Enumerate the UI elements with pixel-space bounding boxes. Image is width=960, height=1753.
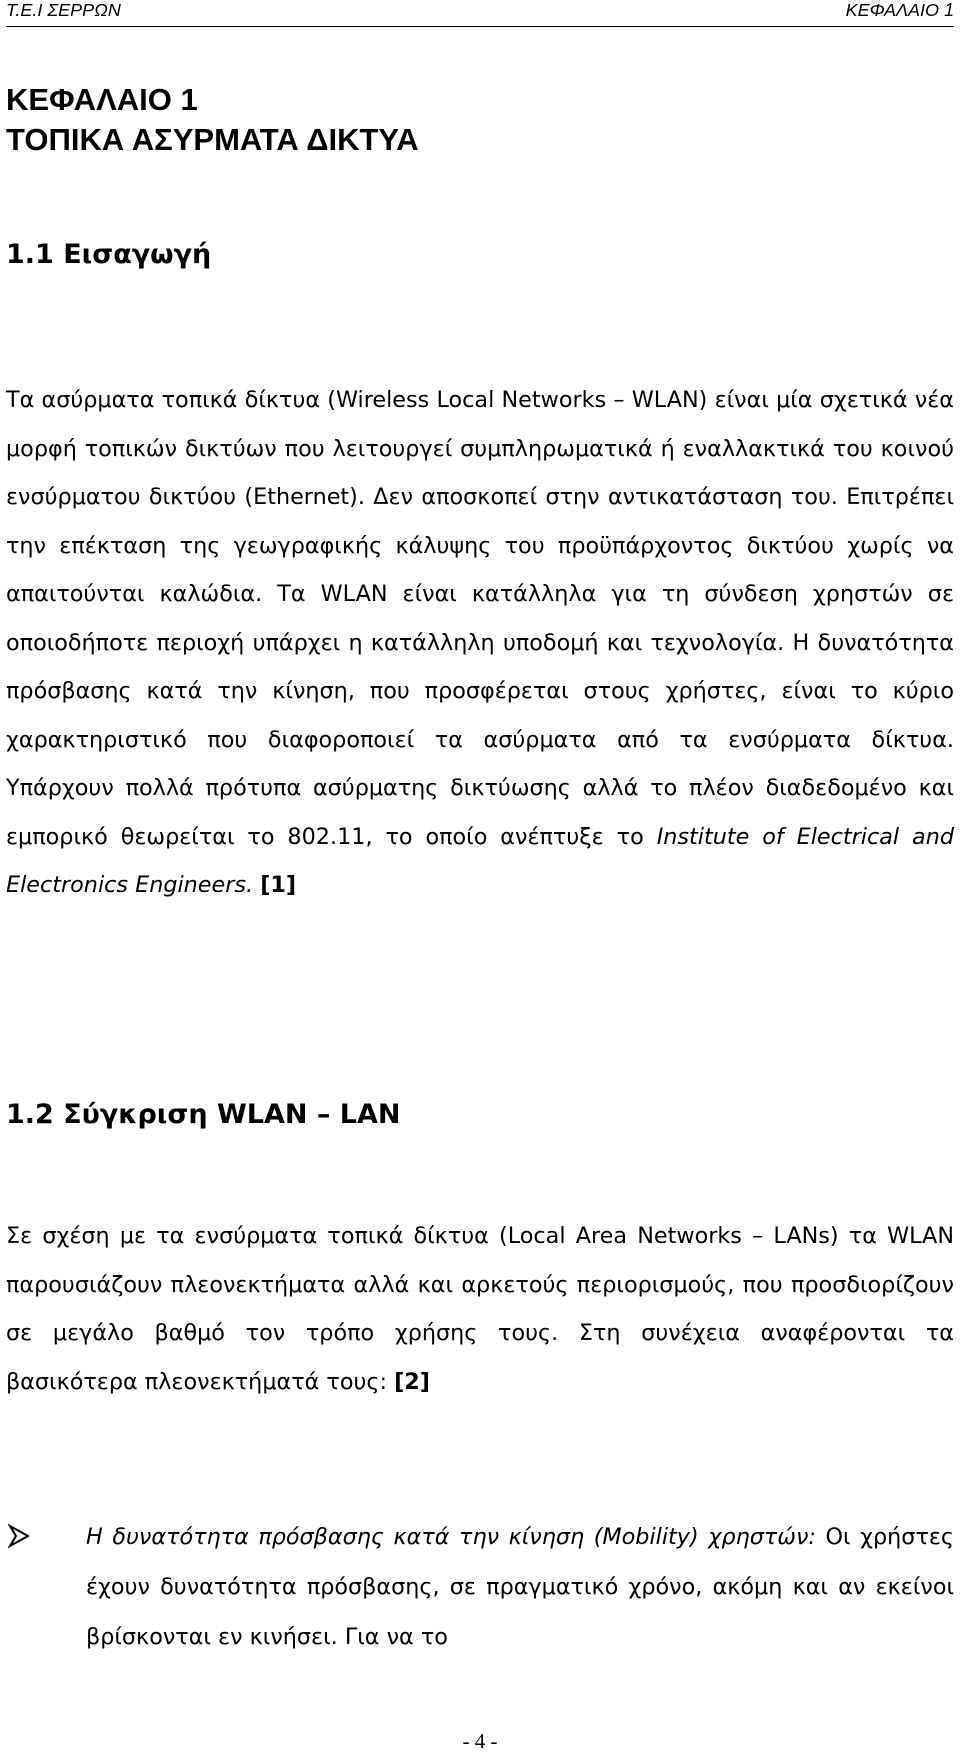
- section-2-paragraph: [6, 1212, 954, 1406]
- arrow-bullet-icon: [8, 1524, 30, 1548]
- section-2-title: 1.2 Σύγκριση WLAN – LAN: [6, 1099, 401, 1130]
- page-header: [6, 0, 954, 27]
- bullet-text: Οι χρήστες έχουν δυνατότητα πρόσβασης, σε πραγματικό χρόνο, ακόμη και αν εκείνοι βρίσκονται εν κινήσει. Για να το: [86, 1524, 955, 1650]
- reference-1: [1]: [260, 872, 297, 898]
- header-institution: Τ.Ε.Ι ΣΕΡΡΩΝ: [6, 0, 121, 20]
- chapter-title: ΤΟΠΙΚΑ ΑΣΥΡΜΑΤΑ ΔΙΚΤΥΑ: [6, 122, 419, 157]
- section-1-title: 1.1 Εισαγωγή: [6, 239, 212, 270]
- bullet-text-block: [86, 1512, 954, 1662]
- header-chapter: ΚΕΦΑΛΑΙΟ 1: [845, 0, 954, 20]
- section-2-text: Σε σχέση με τα ενσύρματα τοπικά δίκτυα (Local Area Networks – LANs) τα WLAN παρουσιάζουν πλεονεκτήματα αλλά και αρκετούς περιορισμούς, που προσδιορίζουν σε μεγάλο βαθμό τον τρόπο χρήσης τους. Στη συνέχεια αναφέρονται τα βασικότερα πλεονεκτήματά τους:: [6, 1223, 954, 1395]
- section-1-paragraph: [6, 376, 954, 910]
- section-1-text: Τα ασύρματα τοπικά δίκτυα (Wireless Local Networks – WLAN) είναι μία σχετικά νέα μορφή τοπικών δικτύων που λειτουργεί συμπληρωματικά ή εναλλακτικά του κοινού ενσύρματου δικτύου (Ethernet). Δεν αποσκοπεί στην αντικατάσταση του. Επιτρέπει την επέκταση της γεωγραφικής κάλυψης του προϋπάρχοντος δικτύου χωρίς να απαιτούνται καλώδια. Τα WLAN είναι κατάλληλα για τη σύνδεση χρηστών σε οποιοδήποτε περιοχή υπάρχει η κατάλληλη υποδομή και τεχνολογία. Η δυνατότητα πρόσβασης κατά την κίνηση, που προσφέρεται στους χρήστες, είναι το κύριο χαρακτηριστικό που διαφοροποιεί τα ασύρματα από τα ενσύρματα δίκτυα. Υπάρχουν πολλά πρότυπα ασύρματης δικτύωσης αλλά το πλέον διαδεδομένο και εμπορικό θεωρείται το 802.11, το οποίο ανέπτυξε το: [6, 387, 954, 850]
- chapter-number: ΚΕΦΑΛΑΙΟ 1: [6, 82, 198, 117]
- reference-2: [2]: [394, 1368, 430, 1395]
- bullet-item-mobility: [6, 1512, 954, 1662]
- bullet-title: Η δυνατότητα πρόσβασης κατά την κίνηση (Mobility) χρηστών:: [86, 1524, 816, 1550]
- institute-name: Institute of Electrical and Electronics Engineers.: [6, 823, 955, 898]
- page-number: - 4 -: [462, 1729, 498, 1753]
- chapter-heading: [6, 80, 419, 160]
